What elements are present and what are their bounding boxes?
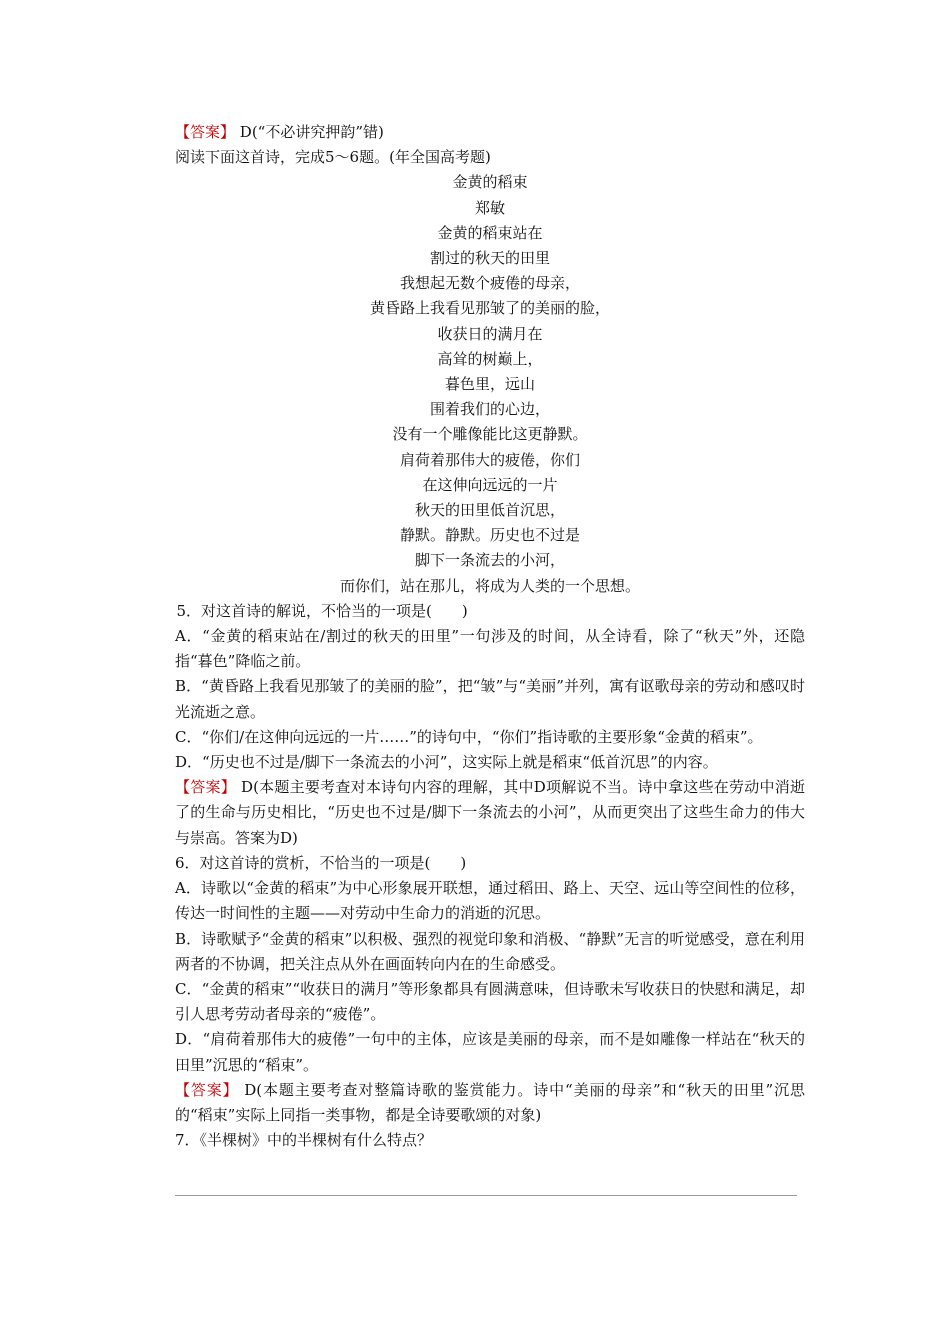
question-option: D．“肩荷着那伟大的疲倦”一句中的主体，应该是美丽的母亲，而不是如雕像一样站在“秋天的田里”沉思的“稻束”。: [175, 1030, 805, 1074]
poem-line: 暮色里，远山: [444, 375, 535, 394]
poem-line: 围着我们的心边，: [429, 400, 550, 419]
poem-line: 在这伸向远远的一片: [422, 475, 558, 494]
answer-text: D(本题主要考查对整篇诗歌的鉴赏能力。诗中“美丽的母亲”和“秋天的田里”沉思的“稻束”实际上同指一类事物，都是全诗要歌颂的对象): [175, 1080, 805, 1124]
question-7-stem: 7．《半棵树》中的半棵树有什么特点？: [175, 1131, 433, 1150]
poem-line: 肩荷着那伟大的疲倦，你们: [399, 450, 580, 469]
reading-intro: 阅读下面这首诗，完成5～6题。(年全国高考题): [175, 148, 491, 167]
poem-line: 割过的秋天的田里: [429, 249, 550, 268]
poem-line: 没有一个雕像能比这更静默。: [392, 425, 588, 444]
poem-line: 金黄的稻束站在: [437, 223, 543, 242]
poem-line: 静默。静默。历史也不过是: [399, 526, 580, 545]
question-5: [175, 599, 805, 851]
question-option: D．“历史也不过是/脚下一条流去的小河”，这实际上就是稻束“低首沉思”的内容。: [175, 753, 718, 772]
question-option: A．诗歌以“金黄的稻束”为中心形象展开联想，通过稻田、路上、天空、远山等空间性的位移，传达一时间性的主题——对劳动中生命力的消逝的沉思。: [175, 879, 805, 923]
answer-tag: 【答案】: [175, 1080, 239, 1099]
question-option: C．“你们/在这伸向远远的一片……”的诗句中，“你们”指诗歌的主要形象“金黄的稻束”。: [175, 727, 763, 746]
poem-line: 高耸的树巅上，: [437, 349, 543, 368]
question-option: B．“黄昏路上我看见那皱了的美丽的脸”，把“皱”与“美丽”并列，寓有讴歌母亲的劳动和感叹时光流逝之意。: [175, 677, 805, 721]
poem: [175, 170, 805, 598]
question-option: C．“金黄的稻束”“收获日的满月”等形象都具有圆满意味，但诗歌未写收获日的快慰和满足，却引人思考劳动者母亲的“疲倦”。: [175, 979, 805, 1024]
answer-block: [175, 1078, 805, 1128]
question-option: A．“金黄的稻束站在/割过的秋天的田里”一句涉及的时间，从全诗看，除了“秋天”外，还隐指“暮色”降临之前。: [175, 627, 805, 671]
poem-line: 黄昏路上我看见那皱了的美丽的脸，: [369, 299, 610, 318]
answer-text: D(本题主要考查对本诗句内容的理解，其中D项解说不当。诗中拿这些在劳动中消逝了的生命与历史相比，“历史也不过是/脚下一条流去的小河”，从而更突出了这些生命力的伟大与崇高。答案为D): [175, 778, 805, 847]
question-stem: 6．对这首诗的赏析，不恰当的一项是( ): [175, 853, 467, 872]
poem-line: 我想起无数个疲倦的母亲，: [399, 274, 580, 293]
answer-line-q4: [175, 120, 805, 145]
answer-text: D(“不必讲究押韵”错): [239, 123, 384, 141]
answer-block: [175, 775, 805, 851]
poem-line: 秋天的田里低首沉思，: [414, 501, 565, 520]
question-6: [175, 851, 805, 1128]
question-stem: 5．对这首诗的解说，不恰当的一项是( ): [176, 601, 468, 620]
answer-tag: 【答案】: [175, 123, 236, 141]
poem-line: 而你们，站在那儿，将成为人类的一个思想。: [339, 576, 640, 595]
document-body: [175, 120, 805, 1153]
poem-line: 脚下一条流去的小河，: [414, 551, 565, 570]
poem-author: 郑敏: [474, 198, 505, 217]
question-option: B．诗歌赋予“金黄的稻束”以积极、强烈的视觉印象和消极、“静默”无言的听觉感受，意在利用两者的不协调，把关注点从外在画面转向内在的生命感受。: [175, 929, 805, 973]
footer-divider: [175, 1195, 797, 1196]
poem-line: 收获日的满月在: [437, 324, 543, 343]
poem-title: 金黄的稻束: [452, 173, 528, 192]
answer-tag: 【答案】: [175, 778, 237, 797]
